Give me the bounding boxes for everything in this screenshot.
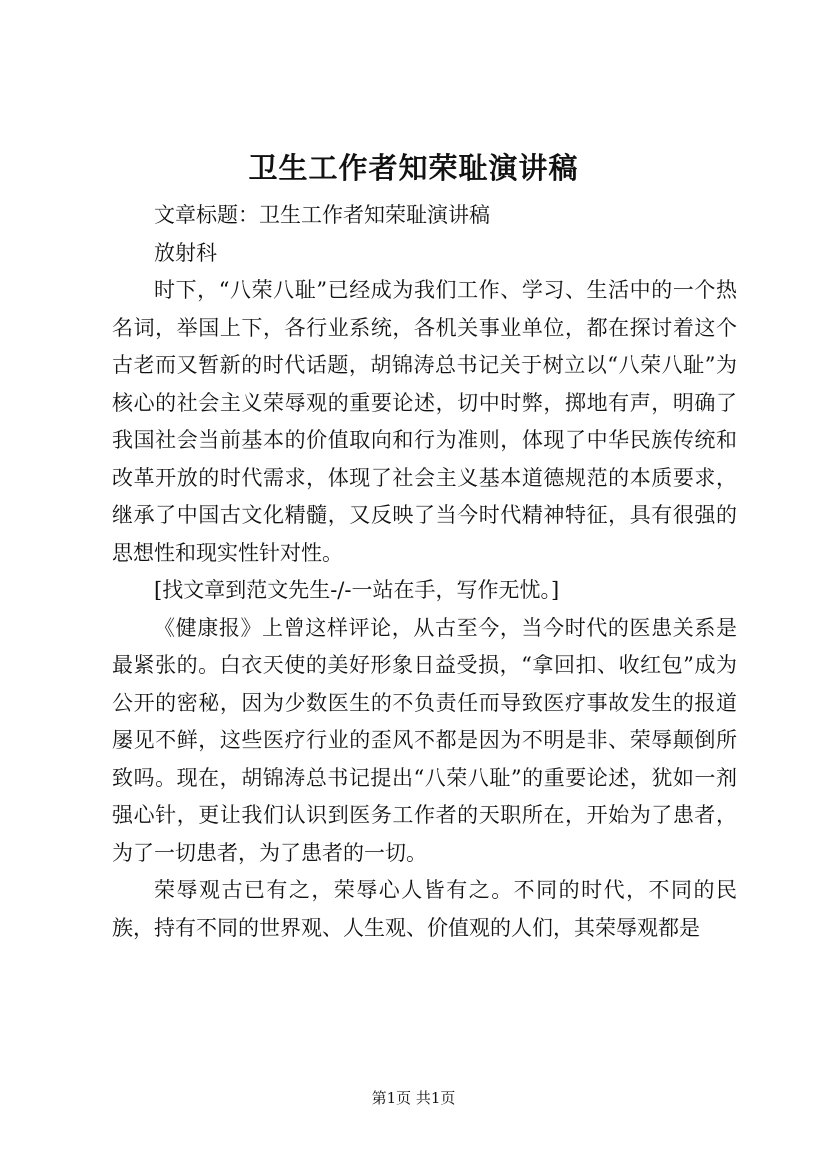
- document-title: 卫生工作者知荣耻演讲稿: [248, 151, 579, 185]
- page-number-footer: 第1页 共1页: [371, 1089, 456, 1107]
- paragraph-health-news: 《健康报》上曾这样评论，从古至今，当今时代的医患关系是最紧张的。白衣天使的美好形象日益受损，“拿回扣、收红包”成为公开的密秘，因为少数医生的不负责任而导致医疗事故发生的报道屡见不鲜，这些医疗行业的歪风不都是因为不明是非、荣辱颠倒所致吗。现在，胡锦涛总书记提出“八荣八耻”的重要论述，犹如一剂强心针，更让我们认识到医务工作者的天职所在，开始为了患者，为了一切患者，为了患者的一切。: [112, 615, 737, 865]
- document-body: [112, 197, 737, 947]
- paragraph-honor-disgrace: 荣辱观古已有之，荣辱心人皆有之。不同的时代，不同的民族，持有不同的世界观、人生观、价值观的人们，其荣辱观都是: [112, 878, 737, 940]
- paragraph-source-note: [找文章到范文先生-/-一站在手，写作无忧。]: [154, 578, 560, 602]
- paragraph-department: 放射科: [154, 240, 217, 265]
- paragraph-intro: 时下，“八荣八耻”已经成为我们工作、学习、生活中的一个热名词，举国上下，各行业系统，各机关事业单位，都在探讨着这个古老而又暂新的时代话题，胡锦涛总书记关于树立以“八荣八耻”为核心的社会主义荣辱观的重要论述，切中时弊，掷地有声，明确了我国社会当前基本的价值取向和行为准则，体现了中华民族传统和改革开放的时代需求，体现了社会主义基本道德规范的本质要求，继承了中国古文化精髓，又反映了当今时代精神特征，具有很强的思想性和现实性针对性。: [112, 278, 737, 565]
- paragraph-article-title: 文章标题：卫生工作者知荣耻演讲稿: [154, 203, 490, 227]
